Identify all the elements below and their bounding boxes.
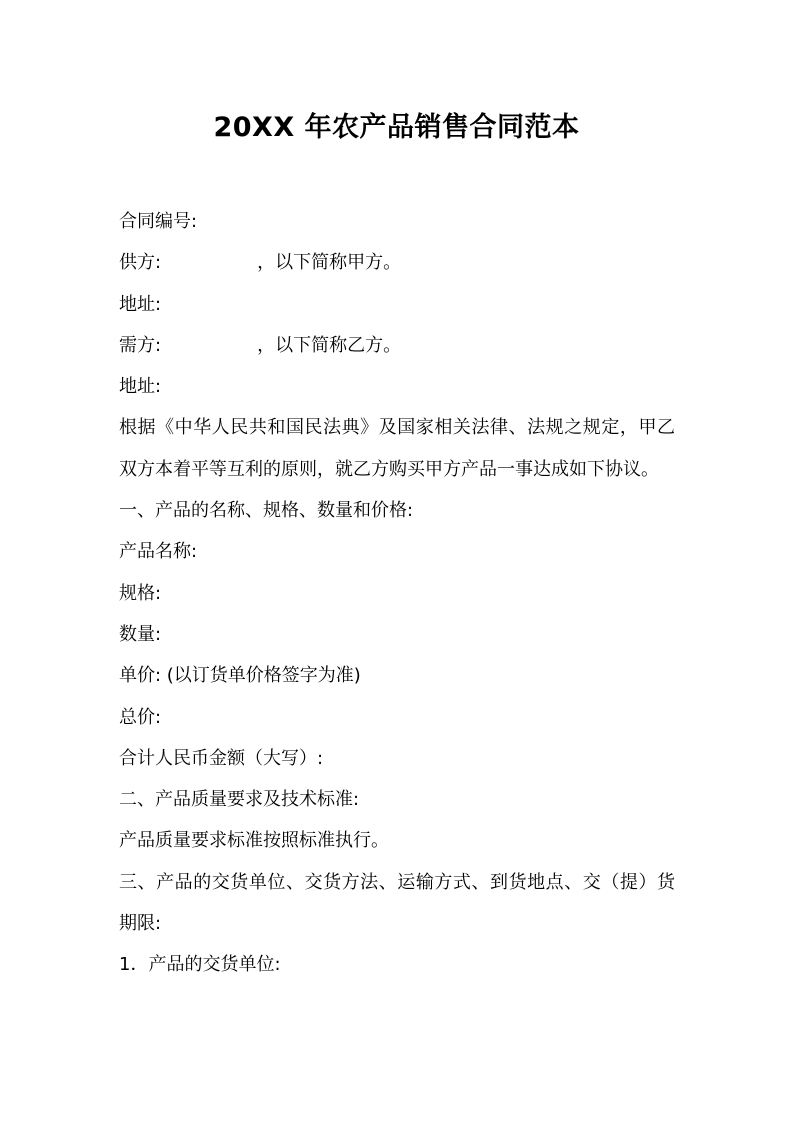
supplier-suffix: ，以下简称甲方。	[257, 252, 402, 274]
total-rmb-field: 合计人民币金额（大写）:	[119, 747, 324, 769]
unit-price-field: 单价: (以订货单价格签字为准)	[119, 665, 361, 687]
contract-number-field: 合同编号:	[119, 211, 198, 232]
spec-field: 规格:	[119, 582, 162, 604]
section-2-text: 产品质量要求标准按照标准执行。	[119, 830, 389, 852]
preamble-line-2: 双方本着平等互利的原则，就乙方购买甲方产品一事达成如下协议。	[119, 458, 659, 480]
quantity-field: 数量:	[119, 623, 162, 645]
preamble-line-1: 根据《中华人民共和国民法典》及国家相关法律、法规之规定，甲乙	[119, 417, 675, 439]
product-name-field: 产品名称:	[119, 541, 198, 563]
buyer-suffix: ，以下简称乙方。	[257, 334, 402, 356]
section-3-item-1: 1．产品的交货单位:	[119, 954, 281, 976]
supplier-address-field: 地址:	[119, 293, 162, 315]
section-3-heading-line-1: 三、产品的交货单位、交货方法、运输方式、到货地点、交（提）货	[119, 871, 675, 893]
section-1-heading: 一、产品的名称、规格、数量和价格:	[119, 500, 414, 522]
total-price-field: 总价:	[119, 706, 162, 728]
document-title: 20XX 年农产品销售合同范本	[213, 112, 580, 143]
section-3-heading-line-2: 期限:	[119, 913, 162, 935]
buyer-field	[119, 325, 675, 366]
buyer-label: 需方:	[119, 334, 162, 356]
buyer-address-field: 地址:	[119, 376, 162, 398]
supplier-label: 供方:	[119, 252, 162, 274]
section-2-heading: 二、产品质量要求及技术标准:	[119, 789, 360, 811]
supplier-field	[119, 242, 675, 283]
document-body	[119, 201, 675, 986]
